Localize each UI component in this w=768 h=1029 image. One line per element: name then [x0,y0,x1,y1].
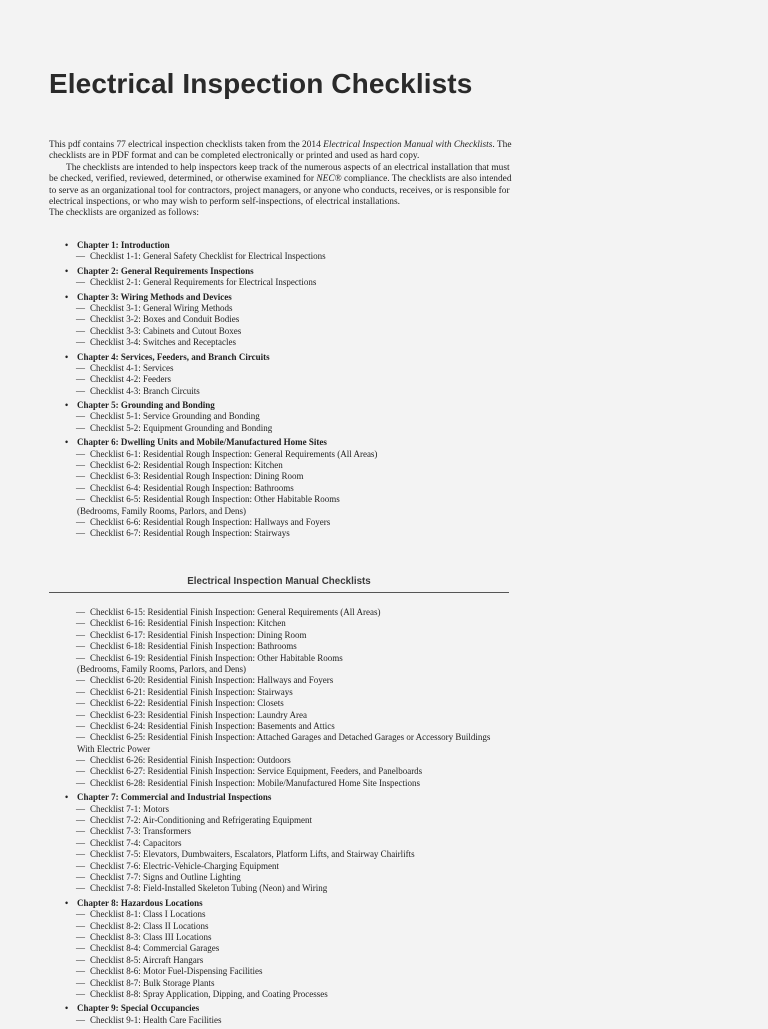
checklist-item [49,721,519,732]
checklist-item [49,471,519,482]
checklist-item-text: Checklist 7-4: Capacitors [90,837,182,848]
checklist-item [49,778,519,789]
checklist-item-text: Checklist 9-1: Health Care Facilities [90,1014,222,1025]
dash-glyph: — [76,777,85,788]
bullet-glyph: • [65,437,69,448]
checklist-item-text: Checklist 6-2: Residential Rough Inspection: Kitchen [90,460,283,471]
chapter-title [49,1003,519,1014]
dash-glyph: — [76,302,85,313]
dash-glyph: — [76,314,85,325]
chapter-title [49,898,519,909]
checklist-continuation: With Electric Power [77,743,151,754]
bullet-glyph: • [65,1003,69,1014]
checklist-item-text: Checklist 7-7: Signs and Outline Lighting [90,871,241,882]
checklist-item-text: Checklist 6-5: Residential Rough Inspection: Other Habitable Rooms [90,494,340,505]
checklist-item [49,460,519,471]
dash-glyph: — [76,411,85,422]
dash-glyph: — [76,909,85,920]
checklist-item-text: Checklist 6-25: Residential Finish Inspection: Attached Garages and Detached Garages or Accessory Buildings [90,732,491,743]
checklist-item-text: Checklist 6-26: Residential Finish Inspection: Outdoors [90,755,291,766]
bullet-glyph: • [65,897,69,908]
chapter-title-text: Chapter 8: Hazardous Locations [77,897,203,908]
dash-glyph: — [76,374,85,385]
checklist-item-text: Checklist 6-22: Residential Finish Inspection: Closets [90,698,284,709]
checklist-item-text: Checklist 8-4: Commercial Garages [90,943,220,954]
chapter-block [49,437,519,540]
checklist-item [49,449,519,460]
checklist-item [49,687,519,698]
dash-glyph: — [76,516,85,527]
dash-glyph: — [76,988,85,999]
checklist-item-text: Checklist 7-8: Field-Installed Skeleton Tubing (Neon) and Wiring [90,883,328,894]
checklist-item [49,755,519,766]
dash-glyph: — [76,698,85,709]
checklist-item [49,921,519,932]
chapter-title [49,352,519,363]
bullet-glyph: • [65,792,69,803]
dash-glyph: — [76,494,85,505]
checklist-item [49,517,519,528]
checklist-item-text: Checklist 8-1: Class I Locations [90,909,206,920]
checklist-item [49,251,519,262]
checklist-item-text: Checklist 1-1: General Safety Checklist for Electrical Inspections [90,251,326,262]
checklist-item-text: Checklist 6-1: Residential Rough Inspection: General Requirements (All Areas) [90,448,378,459]
checklist-item-text: Checklist 4-1: Services [90,362,174,373]
nec-emphasis: NEC [316,174,335,185]
checklist-continuation: (Bedrooms, Family Rooms, Parlors, and Dens) [77,663,246,674]
chapter-block [49,898,519,1001]
dash-glyph: — [76,883,85,894]
dash-glyph: — [76,448,85,459]
chapter-title [49,792,519,803]
checklist-item [49,815,519,826]
checklist-item [49,989,519,1000]
chapter-block [49,792,519,895]
checklist-item [49,386,519,397]
dash-glyph: — [76,277,85,288]
checklist-item [49,804,519,815]
checklist-item-text: Checklist 7-1: Motors [90,803,169,814]
chapter-title [49,437,519,448]
checklist-item [49,698,519,709]
checklist-item [49,849,519,860]
dash-glyph: — [76,337,85,348]
chapter-list-part-2 [49,607,519,1029]
checklist-item-text: Checklist 7-2: Air-Conditioning and Refrigerating Equipment [90,815,313,826]
checklist-item [49,872,519,883]
dash-glyph: — [76,709,85,720]
chapter-block [49,266,519,289]
bullet-glyph: • [65,400,69,411]
dash-glyph: — [76,766,85,777]
manual-title-emphasis: Electrical Inspection Manual with Checklists [323,140,493,150]
checklist-item-text: Checklist 6-20: Residential Finish Inspection: Hallways and Foyers [90,675,334,686]
dash-glyph: — [76,720,85,731]
checklist-item-text: Checklist 8-8: Spray Application, Dipping, and Coating Processes [90,988,328,999]
checklist-item-text: Checklist 5-2: Equipment Grounding and Bonding [90,422,273,433]
bullet-glyph: • [65,351,69,362]
checklist-item [49,955,519,966]
chapter-block [49,607,519,789]
dash-glyph: — [76,849,85,860]
checklist-item-text: Checklist 3-3: Cabinets and Cutout Boxes [90,325,242,336]
checklist-item [49,618,519,629]
intro-text-span: ® compliance. The checklists are also intended to serve as an organizational tool for contractors, project managers, or anyone who conducts, receives, or is responsible for electrical inspections, or who may wish to perform self-inspections, of electrical installations. [49,174,512,208]
dash-glyph: — [76,920,85,931]
chapter-block [49,400,519,434]
checklist-item [49,943,519,954]
checklist-item-text: Checklist 4-2: Feeders [90,374,171,385]
dash-glyph: — [76,803,85,814]
checklist-item-text: Checklist 3-2: Boxes and Conduit Bodies [90,314,240,325]
dash-glyph: — [76,325,85,336]
checklist-item [49,909,519,920]
checklist-item [49,732,519,743]
dash-glyph: — [76,629,85,640]
dash-glyph: — [76,482,85,493]
checklist-item [49,326,519,337]
dash-glyph: — [76,977,85,988]
chapter-title-text: Chapter 3: Wiring Methods and Devices [77,291,232,302]
dash-glyph: — [76,966,85,977]
chapter-title [49,240,519,251]
dash-glyph: — [76,826,85,837]
dash-glyph: — [76,618,85,629]
checklist-item-text: Checklist 6-19: Residential Finish Inspection: Other Habitable Rooms [90,652,343,663]
dash-glyph: — [76,471,85,482]
dash-glyph: — [76,652,85,663]
checklist-item-text: Checklist 7-6: Electric-Vehicle-Charging Equipment [90,860,280,871]
dash-glyph: — [76,860,85,871]
checklist-item [49,653,519,664]
chapter-title-text: Chapter 4: Services, Feeders, and Branch Circuits [77,351,270,362]
dash-glyph: — [76,871,85,882]
chapter-title-text: Chapter 1: Introduction [77,240,170,250]
intro-text-span: . The checklists are in PDF format and can be completed electronically or printed and used as hard copy. [49,140,512,162]
intro-text [49,140,519,220]
dash-glyph: — [76,641,85,652]
bullet-glyph: • [65,265,69,276]
checklist-item [49,337,519,348]
checklist-item [49,494,519,505]
checklist-item [49,314,519,325]
checklist-item-text: Checklist 2-1: General Requirements for Electrical Inspections [90,277,317,288]
checklist-item-text: Checklist 6-3: Residential Rough Inspection: Dining Room [90,471,304,482]
checklist-item [49,483,519,494]
page-title: Electrical Inspection Checklists [49,68,473,99]
checklist-item [49,932,519,943]
checklist-item-text: Checklist 6-15: Residential Finish Inspection: General Requirements (All Areas) [90,607,381,617]
checklist-item [49,838,519,849]
checklist-item [49,883,519,894]
dash-glyph: — [76,362,85,373]
checklist-item-text: Checklist 6-27: Residential Finish Inspection: Service Equipment, Feeders, and Panelboards [90,766,423,777]
chapter-title-text: Chapter 2: General Requirements Inspections [77,265,254,276]
bullet-glyph: • [65,240,69,250]
checklist-item [49,966,519,977]
dash-glyph: — [76,837,85,848]
dash-glyph: — [76,385,85,396]
checklist-item [49,766,519,777]
intro-paragraph-3: The checklists are organized as follows: [49,208,200,219]
checklist-item-text: Checklist 3-4: Switches and Receptacles [90,337,236,348]
intro-text-span: The checklists are intended to help inspectors keep track of the numerous aspects of an electrical installation that must be checked, verified, reviewed, determined, or otherwise examined for [49,162,510,185]
checklist-item-text: Checklist 8-7: Bulk Storage Plants [90,977,215,988]
checklist-item [49,374,519,385]
running-header: Electrical Inspection Manual Checklists [49,576,509,593]
dash-glyph: — [76,460,85,471]
dash-glyph: — [76,943,85,954]
checklist-item-text: Checklist 7-5: Elevators, Dumbwaiters, Escalators, Platform Lifts, and Stairway Chairlifts [90,849,415,860]
intro-paragraph-1 [49,140,519,163]
checklist-item [49,641,519,652]
checklist-item-text: Checklist 6-4: Residential Rough Inspection: Bathrooms [90,482,294,493]
checklist-item-text: Checklist 6-18: Residential Finish Inspection: Bathrooms [90,641,297,652]
checklist-item [49,675,519,686]
checklist-item-text: Checklist 6-23: Residential Finish Inspection: Laundry Area [90,709,307,720]
intro-text-span: This pdf contains 77 electrical inspection checklists taken from the 2014 [49,140,324,150]
chapter-block [49,292,519,349]
chapter-title-text: Chapter 9: Special Occupancies [77,1003,200,1014]
checklist-item-text: Checklist 6-6: Residential Rough Inspection: Hallways and Foyers [90,516,331,527]
chapter-title [49,266,519,277]
dash-glyph: — [76,815,85,826]
checklist-item-text: Checklist 4-3: Branch Circuits [90,385,200,396]
dash-glyph: — [76,422,85,433]
dash-glyph: — [76,732,85,743]
checklist-item [49,423,519,434]
chapter-block [49,352,519,398]
dash-glyph: — [76,607,85,617]
bullet-glyph: • [65,291,69,302]
chapter-block [49,1003,519,1026]
checklist-item-text: Checklist 3-1: General Wiring Methods [90,302,233,313]
checklist-item-text: Checklist 6-21: Residential Finish Inspection: Stairways [90,686,293,697]
checklist-item-text: Checklist 6-24: Residential Finish Inspection: Basements and Attics [90,720,335,731]
checklist-item [49,528,519,539]
checklist-item [49,303,519,314]
chapter-title [49,400,519,411]
checklist-item-text: Checklist 6-7: Residential Rough Inspection: Stairways [90,528,290,539]
checklist-item-text: Checklist 8-2: Class II Locations [90,920,209,931]
checklist-item [49,978,519,989]
chapter-title-text: Chapter 6: Dwelling Units and Mobile/Manufactured Home Sites [77,437,327,448]
checklist-item [49,411,519,422]
chapter-title-text: Chapter 5: Grounding and Bonding [77,400,215,411]
checklist-item [49,363,519,374]
dash-glyph: — [76,954,85,965]
chapter-list-part-1 [49,240,519,543]
checklist-item-text: Checklist 6-28: Residential Finish Inspection: Mobile/Manufactured Home Site Inspections [90,777,420,788]
dash-glyph: — [76,686,85,697]
intro-paragraph-2 [49,163,519,209]
checklist-item-text: Checklist 7-3: Transformers [90,826,191,837]
checklist-item-text: Checklist 8-6: Motor Fuel-Dispensing Facilities [90,966,263,977]
checklist-item [49,607,519,618]
checklist-continuation: (Bedrooms, Family Rooms, Parlors, and Dens) [77,505,246,516]
checklist-item [49,861,519,872]
dash-glyph: — [76,931,85,942]
chapter-title-text: Chapter 7: Commercial and Industrial Inspections [77,792,272,803]
chapter-block [49,240,519,263]
checklist-item-text: Checklist 8-5: Aircraft Hangars [90,954,204,965]
dash-glyph: — [76,675,85,686]
dash-glyph: — [76,755,85,766]
checklist-item [49,1015,519,1026]
checklist-item [49,630,519,641]
checklist-item-text: Checklist 6-16: Residential Finish Inspection: Kitchen [90,618,286,629]
checklist-item [49,277,519,288]
checklist-item [49,826,519,837]
checklist-item [49,710,519,721]
dash-glyph: — [76,251,85,262]
dash-glyph: — [76,1014,85,1025]
dash-glyph: — [76,528,85,539]
checklist-item-text: Checklist 5-1: Service Grounding and Bonding [90,411,260,422]
checklist-item-text: Checklist 8-3: Class III Locations [90,931,212,942]
checklist-item-text: Checklist 6-17: Residential Finish Inspection: Dining Room [90,629,307,640]
chapter-title [49,292,519,303]
